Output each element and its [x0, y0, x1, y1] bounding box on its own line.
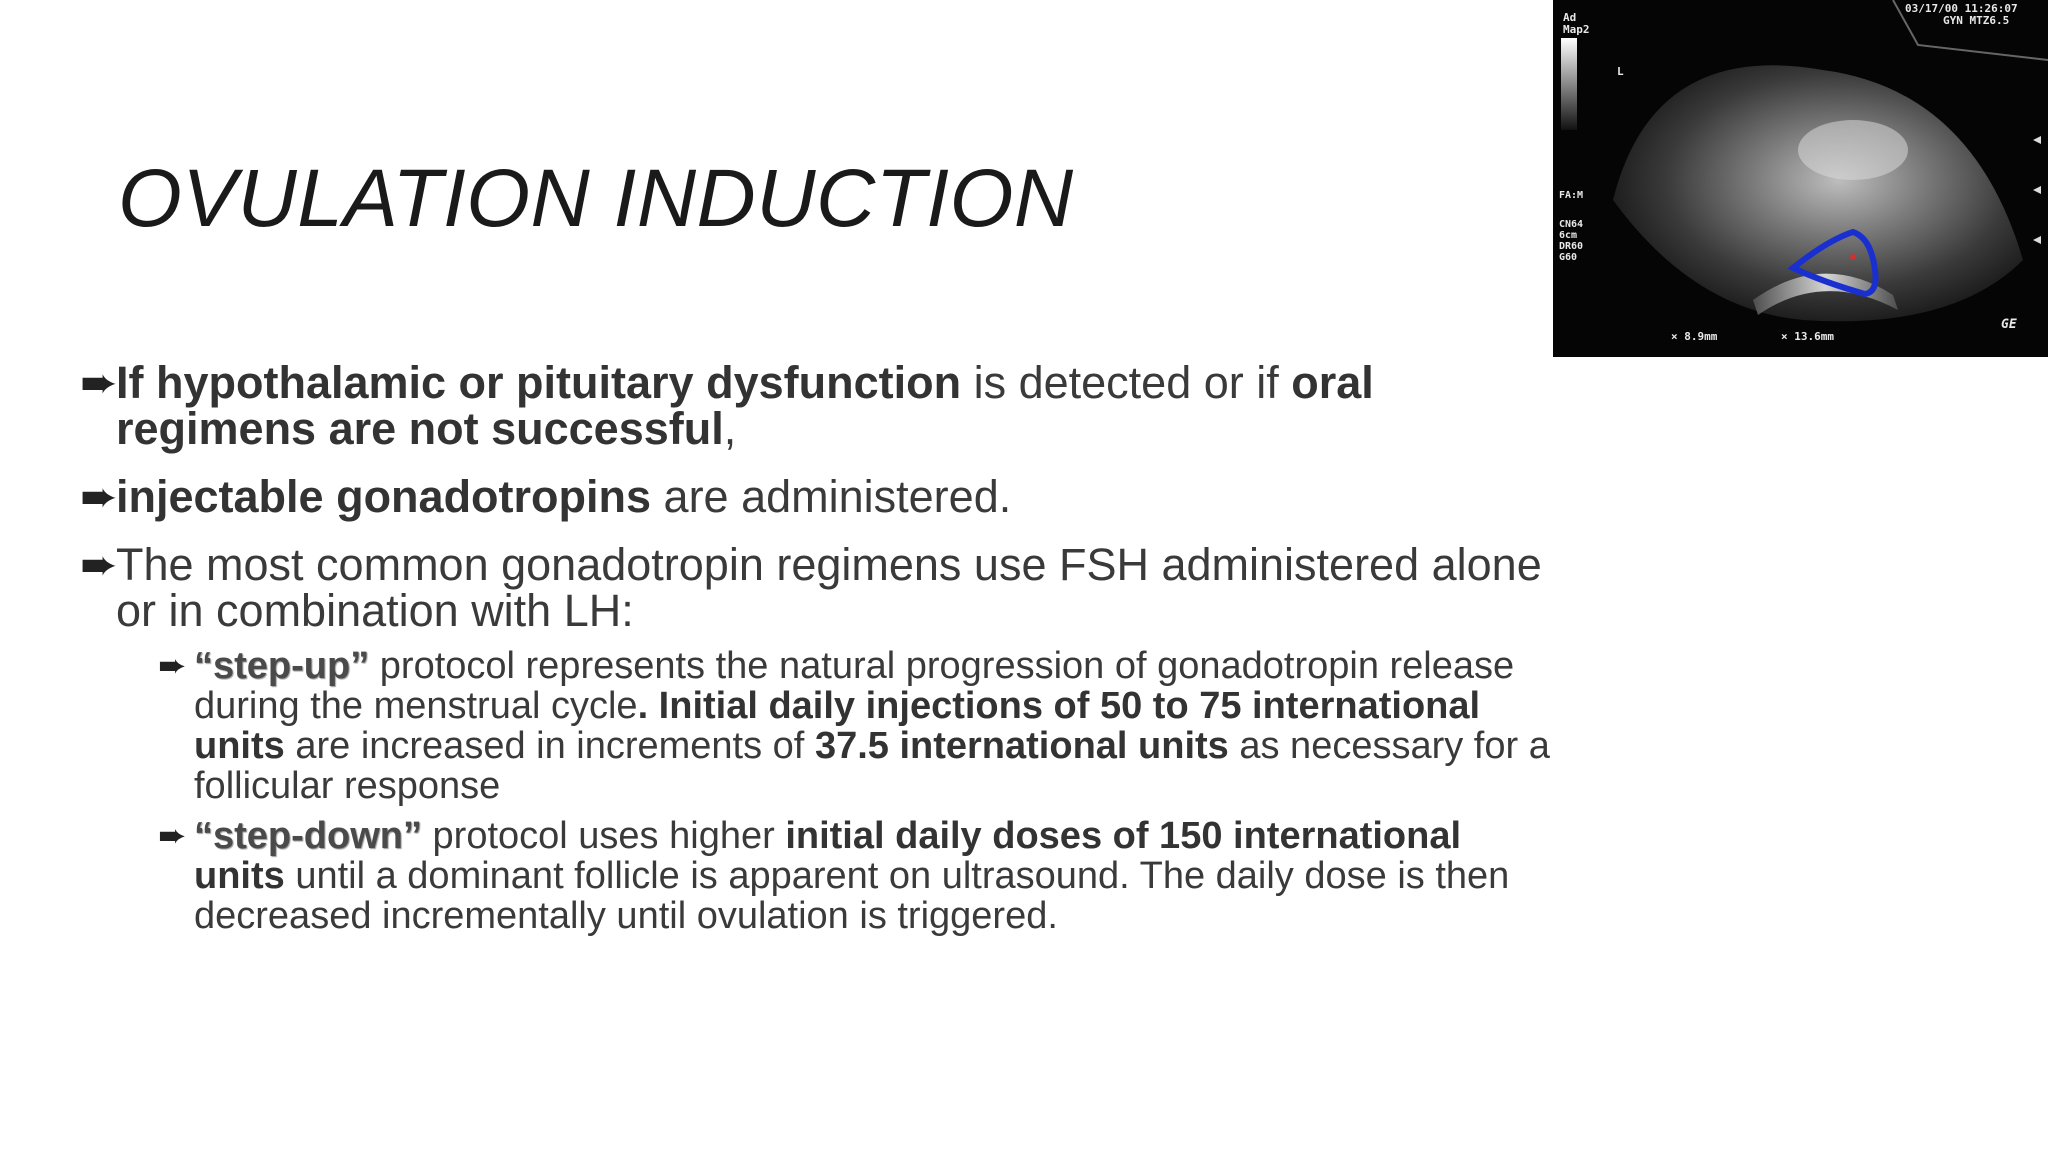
ultrasound-label: Map2 [1563, 23, 1590, 36]
sub-bullet-item [158, 816, 1560, 936]
arrow-bullet-icon: ➨ [80, 471, 118, 522]
ultrasound-marker: L [1617, 65, 1624, 78]
bullet-text: . Initial daily injections of 50 to 75 international units [194, 685, 1481, 767]
follicle-marker [1850, 254, 1856, 260]
arrow-bullet-icon: ➨ [80, 357, 118, 408]
bright-echo [1798, 120, 1908, 180]
bullet-text: The most common gonadotropin regimens use FSH administered alone or in combination with LH: [116, 539, 1542, 636]
bullet-text: are increased in increments of [284, 725, 815, 767]
ultrasound-brand: GE [2001, 317, 2017, 332]
ultrasound-timestamp: 03/17/00 11:26:07 [1905, 2, 2018, 15]
bullet-text: 37.5 international units [814, 725, 1229, 767]
ultrasound-setting: DR60 [1559, 241, 1584, 252]
ultrasound-measurement: × 13.6mm [1781, 330, 1834, 343]
bullet-text: as necessary for a follicular response [194, 725, 1550, 807]
ultrasound-label: Ad [1563, 11, 1577, 24]
bullet-text: protocol represents the natural progression of gonadotropin release during the menstrual cycle [194, 645, 1515, 727]
ultrasound-scan [1553, 0, 2048, 357]
ultrasound-image [1553, 0, 2048, 357]
bullet-text: oral regimens are not successful [116, 357, 1374, 454]
ultrasound-setting: G60 [1559, 252, 1578, 263]
bullet-item [80, 357, 1560, 454]
bullet-text: is detected or if [961, 357, 1292, 408]
arrow-bullet-icon: ➨ [158, 817, 187, 855]
bullet-list [80, 357, 1560, 958]
sub-bullet-item [158, 646, 1560, 806]
bullet-item [80, 471, 1560, 522]
depth-markers [2033, 136, 2041, 244]
bullet-text: injectable gonadotropins [116, 471, 652, 522]
arrow-bullet-icon: ➨ [80, 539, 118, 590]
bullet-text: protocol uses higher [421, 815, 786, 857]
gray-scale-bar [1561, 38, 1577, 130]
ultrasound-setting: FA:M [1559, 190, 1584, 201]
bullet-text: initial daily doses of 150 international units [194, 815, 1462, 897]
arrow-bullet-icon: ➨ [158, 647, 187, 685]
bullet-text: are administered. [651, 471, 1012, 522]
protocol-name: “step-up” [194, 645, 370, 687]
bullet-text: If hypothalamic or pituitary dysfunction [116, 357, 962, 408]
ultrasound-setting: 6cm [1559, 230, 1578, 241]
ultrasound-mode: GYN MTZ6.5 [1943, 14, 2010, 27]
ultrasound-setting: CN64 [1559, 219, 1584, 230]
protocol-name: “step-down” [194, 815, 422, 857]
bullet-text: , [723, 403, 737, 454]
bullet-text: until a dominant follicle is apparent on ultrasound. The daily dose is then decreased incrementally until ovulation is triggered. [194, 855, 1510, 937]
bullet-item [80, 539, 1560, 937]
ultrasound-measurement: × 8.9mm [1671, 330, 1718, 343]
sub-bullet-list [158, 646, 1560, 936]
slide-title: OVULATION INDUCTION [118, 153, 1074, 244]
